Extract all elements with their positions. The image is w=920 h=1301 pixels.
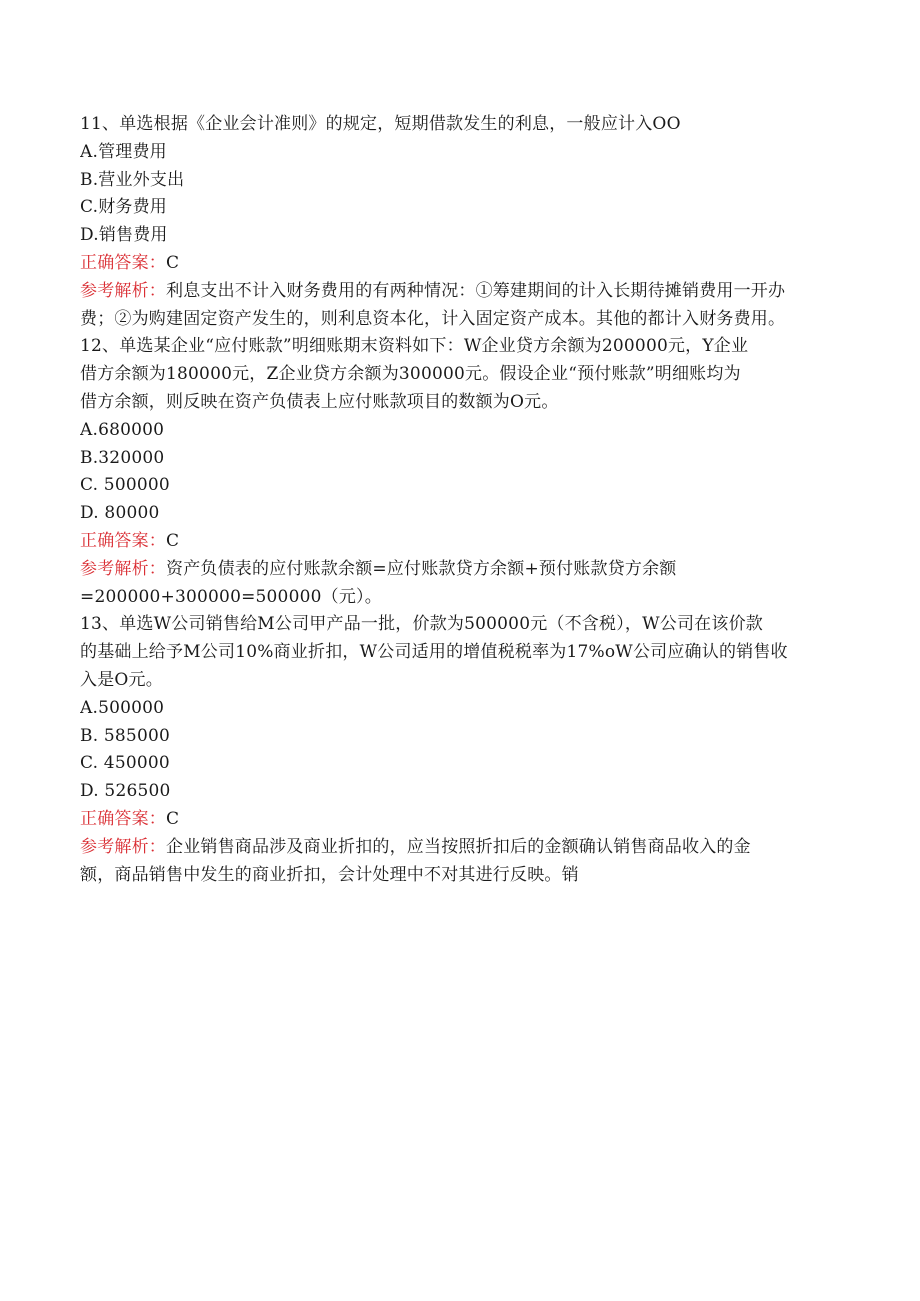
answer-label: 正确答案： <box>80 252 166 273</box>
option-a: A.500000 <box>80 697 165 718</box>
analysis-text: 利息支出不计入财务费用的有两种情况：①筹建期间的计入长期待摊销费用一开办 <box>166 280 786 301</box>
question-stem: 12、单选某企业“应付账款”明细账期末资料如下：W企业贷方余额为200000元，Y企业 <box>80 336 749 357</box>
option-d: D. 80000 <box>80 503 160 524</box>
analysis-label: 参考解析： <box>80 280 166 301</box>
option-d: D.销售费用 <box>80 225 168 246</box>
document-page <box>80 111 860 889</box>
answer-line <box>80 528 860 556</box>
question-stem: 11、单选根据《企业会计准则》的规定，短期借款发生的利息，一般应计入OO <box>80 114 681 134</box>
option-a: A.管理费用 <box>80 141 167 162</box>
answer-value: C <box>166 808 180 829</box>
question-stem: 借方余额为180000元，Z企业贷方余额为300000元。假设企业“预付账款”明细账均为 <box>80 364 741 385</box>
analysis-continuation: 额，商品销售中发生的商业折扣，会计处理中不对其进行反映。销 <box>80 864 579 885</box>
analysis-label: 参考解析： <box>80 836 166 857</box>
analysis-continuation: 费；②为购建固定资产发生的，则利息资本化，计入固定资产成本。其他的都计入财务费用。 <box>80 308 786 329</box>
option-c: C.财务费用 <box>80 197 168 218</box>
option-a: A.680000 <box>80 419 165 440</box>
analysis-line <box>80 834 860 862</box>
analysis-line <box>80 556 860 584</box>
option-d: D. 526500 <box>80 781 171 802</box>
question-stem: 入是O元。 <box>80 669 163 690</box>
question-stem: 13、单选W公司销售给M公司甲产品一批，价款为500000元（不含税），W公司在该价款 <box>80 614 763 635</box>
option-b: B.营业外支出 <box>80 169 185 190</box>
answer-line <box>80 250 860 278</box>
question-13 <box>80 611 860 889</box>
option-b: B.320000 <box>80 447 165 468</box>
question-stem: 的基础上给予M公司10%商业折扣，W公司适用的增值税税率为17%oW公司应确认的销售收 <box>80 642 788 663</box>
analysis-text: 企业销售商品涉及商业折扣的，应当按照折扣后的金额确认销售商品收入的金 <box>166 836 751 857</box>
analysis-continuation: =200000+300000=500000（元）。 <box>80 586 382 607</box>
answer-label: 正确答案： <box>80 808 166 829</box>
option-b: B. 585000 <box>80 725 170 746</box>
question-12 <box>80 333 860 611</box>
answer-value: C <box>166 530 180 551</box>
answer-value: C <box>166 252 180 273</box>
question-11 <box>80 111 860 333</box>
option-c: C. 450000 <box>80 753 170 774</box>
analysis-label: 参考解析： <box>80 558 166 579</box>
analysis-line <box>80 278 860 306</box>
option-c: C. 500000 <box>80 475 170 496</box>
analysis-text: 资产负债表的应付账款余额=应付账款贷方余额+预付账款贷方余额 <box>166 558 677 579</box>
question-stem: 借方余额，则反映在资产负债表上应付账款项目的数额为O元。 <box>80 391 559 412</box>
answer-label: 正确答案： <box>80 530 166 551</box>
answer-line <box>80 806 860 834</box>
